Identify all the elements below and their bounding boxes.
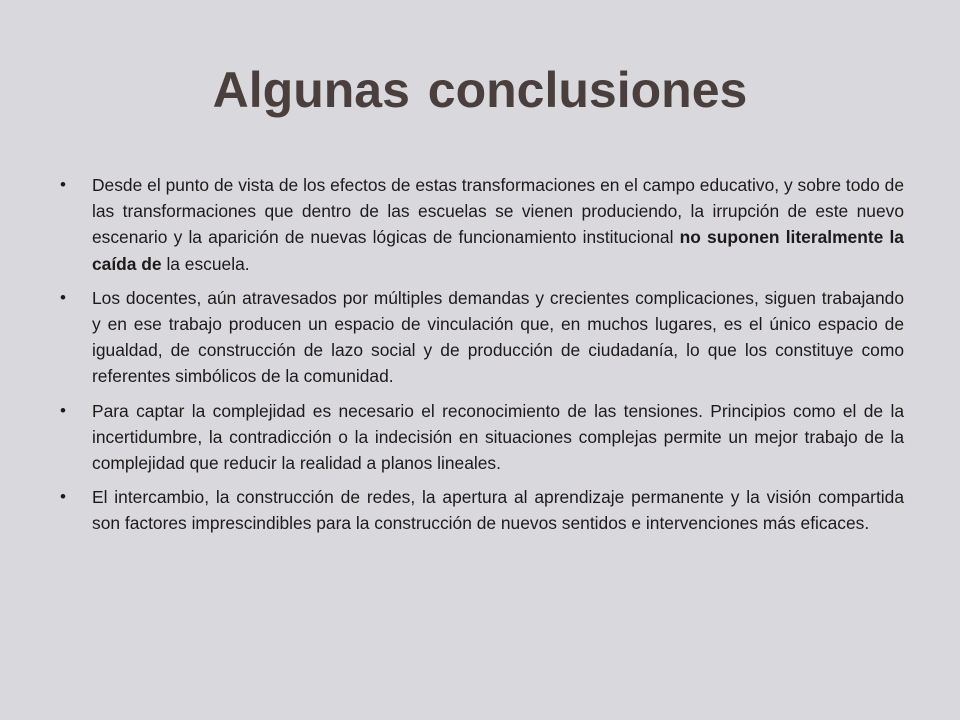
bullet-text: El intercambio, la construcción de redes, la apertura al aprendizaje permanente y la visión compartida son factores imprescindibles para la construcción de nuevos sentidos e intervenciones más eficaces. [92,487,904,534]
bullet-icon: • [60,287,66,307]
bullet-text: Para captar la complejidad es necesario el reconocimiento de las tensiones. Principios como el de la incertidumbre, la contradicción o la indecisión en situaciones complejas permite un mejor trabajo de la complejidad que reducir la realidad a planos lineales. [92,400,904,474]
bullet-bold-text: no suponen literalmente la caída de [92,227,904,274]
bullet-item-3 [56,398,904,477]
bullet-icon: • [60,487,66,507]
slide-title: Algunas conclusiones [212,62,748,118]
bullet-text: Los docentes, aún atravesados por múltiples demandas y crecientes complicaciones, siguen trabajando y en ese trabajo producen un espacio de vinculación que, en muchos lugares, es el único espacio de igualdad, de construcción de lazo social y de producción de ciudadanía, lo que los constituye como referentes simbólicos de la comunidad. [92,287,904,387]
bullet-item-2 [56,285,904,390]
bullet-list [56,172,904,545]
bullet-icon: • [60,175,66,194]
bullet-text-part: Desde el punto de vista de los efectos de estas transformaciones en el campo educativo, y sobre todo de las transformaciones que dentro de las escuelas se vienen produciendo, la irrupción de este nuevo escenario y la aparición de nuevas lógicas de funcionamiento institucional [92,175,904,248]
bullet-item-4 [56,484,904,536]
bullet-icon: • [60,400,66,420]
bullet-item-1 [56,172,904,277]
bullet-text-part: la escuela. [161,253,250,274]
